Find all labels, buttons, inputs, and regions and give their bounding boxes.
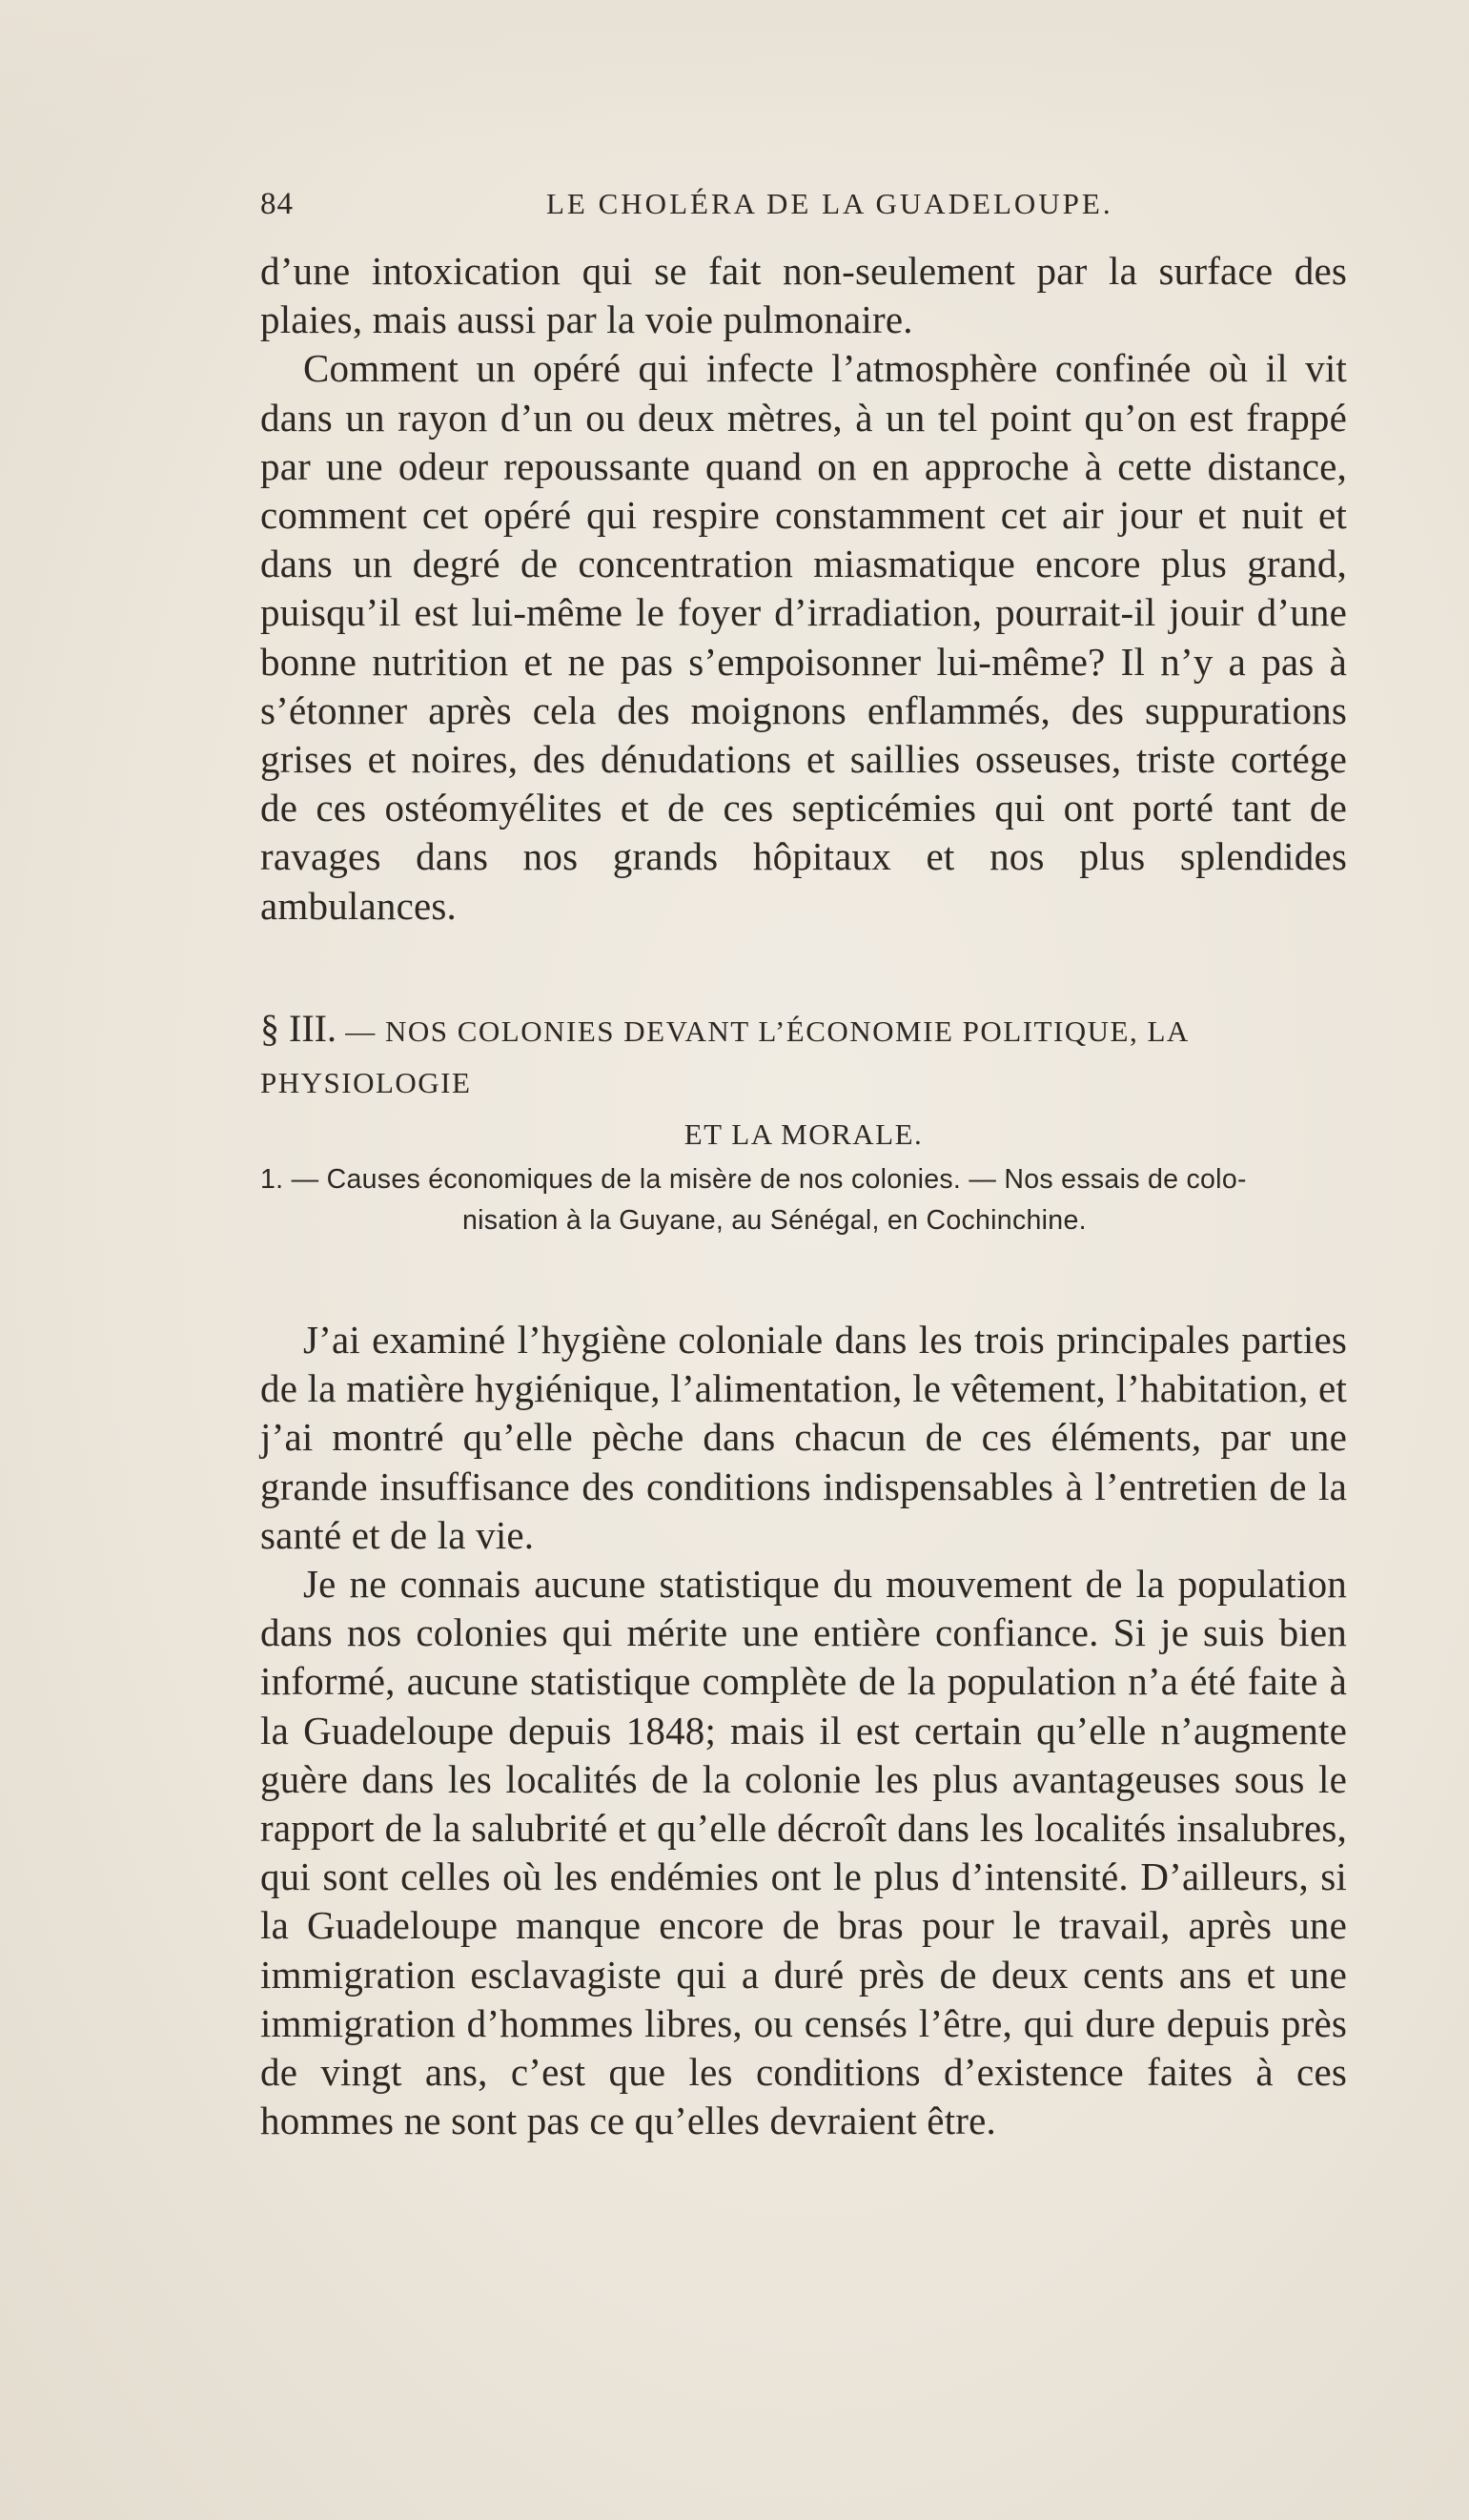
torn-page-edge <box>0 0 1469 162</box>
paragraph-hygiene: J’ai examiné l’hygiène coloniale dans les trois principales parties de la matière hygiénique, l’alimentation, le vêtement, l’habitation, et j’ai montré qu’elle pèche dans chacun de ces éléments, par une grande insuffisance des conditions indispensables à l’entretien de la santé et de la vie. <box>260 1318 1347 1557</box>
section-heading <box>260 1003 1347 1160</box>
subsection-summary <box>260 1159 1347 1241</box>
summary-text-line2: nisation à la Guyane, au Sénégal, en Cochinchine. <box>462 1205 1087 1236</box>
section-title-line2: ET LA MORALE. <box>683 1117 924 1151</box>
section-heading-line1 <box>260 1003 1347 1109</box>
section-number: § III. <box>260 1007 337 1050</box>
paragraph-opere: Comment un opéré qui infecte l’atmosphère confinée où il vit dans un rayon d’un ou deux mètres, à un tel point qu’on est frappé par une odeur repoussante quand on en approche à cette distance, comment cet opéré qui respire constamment cet air jour et nuit et dans un degré de concentration miasmatique encore plus grand, puisqu’il est lui-même le foyer d’irradiation, pourrait-il jouir d’une bonne nutrition et ne pas s’empoisonner lui-même? Il n’y a pas à s’étonner après cela des moignons enflammés, des suppurations grises et noires, des dénudations et saillies osseuses, triste cortége de ces ostéomyélites et de ces septicémies qui ont porté tant de ravages dans nos grands hôpitaux et nos plus splendides ambulances. <box>260 346 1347 928</box>
opening-text <box>260 247 1347 931</box>
section-text <box>260 1316 1347 2145</box>
section-title-line1: — NOS COLONIES DEVANT L’ÉCONOMIE POLITIQUE, LA PHYSIOLOGIE <box>260 1014 1189 1099</box>
summary-text-line1: — Causes économiques de la misère de nos colonies. — Nos essais de colo- <box>291 1164 1247 1195</box>
running-head <box>260 187 1347 231</box>
subsection-number: 1. <box>260 1164 284 1195</box>
paragraph-statistique: Je ne connais aucune statistique du mouvement de la population dans nos colonies qui mérite une entière confiance. Si je suis bien informé, aucune statistique complète de la population n’a été faite à la Guadeloupe depuis 1848; mais il est certain qu’elle n’augmente guère dans les localités de la colonie les plus avantageuses sous le rapport de la salubrité et qu’elle décroît dans les localités insalubres, qui sont celles où les endémies ont le plus d’intensité. D’ailleurs, si la Guadeloupe manque encore de bras pour le travail, après une immigration esclavagiste qui a duré près de deux cents ans et une immigration d’hommes libres, ou censés l’être, qui dure depuis près de vingt ans, c’est que les conditions d’existence faites à ces hommes ne sont pas ce qu’elles devraient être. <box>260 1562 1347 2143</box>
paragraph-continuation: d’une intoxication qui se fait non-seulement par la surface des plaies, mais aussi par la voie pulmonaire. <box>260 249 1347 342</box>
running-title: LE CHOLÉRA DE LA GUADELOUPE. <box>546 187 1113 220</box>
summary-line1 <box>260 1159 1347 1200</box>
page-number: 84 <box>260 187 294 221</box>
